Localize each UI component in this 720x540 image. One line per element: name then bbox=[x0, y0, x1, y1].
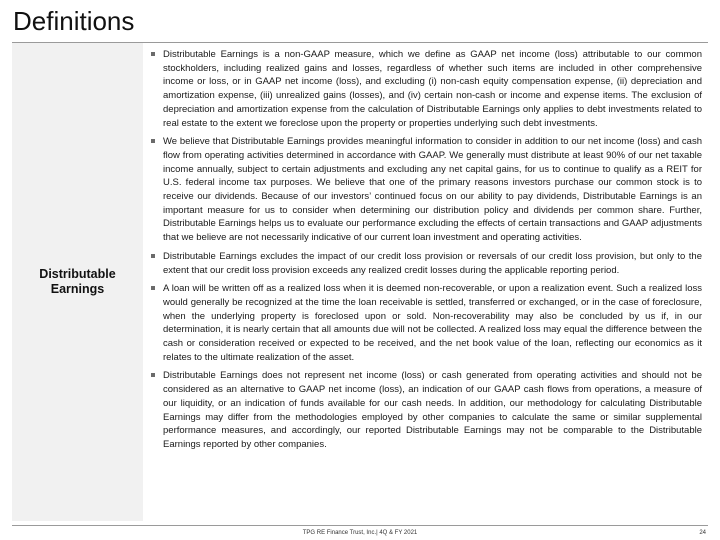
bullet-text: Distributable Earnings excludes the impact of our credit loss provision or reversals of our credit loss provision, but only to the extent that our credit loss provision exceeds any realized credit losses during the applicable reporting period. bbox=[163, 250, 702, 276]
definition-bullet bbox=[150, 48, 702, 130]
bullet-square-icon bbox=[151, 52, 155, 56]
bullet-text: Distributable Earnings does not represent net income (loss) or cash generated from operating activities and should not be considered as an alternative to GAAP net income (loss), an indication of our GAAP cash flows from operations, a measure of our liquidity, or an indication of funds available for our cash needs. In addition, our methodology for calculating Distributable Earnings may differ from the methodologies employed by other companies to calculate the same or similar supplemental performance measures, and accordingly, our reported Distributable Earnings may not be comparable to the Distributable Earnings reported by other companies. bbox=[163, 370, 702, 450]
bullet-square-icon bbox=[151, 373, 155, 377]
footer-text: TPG RE Finance Trust, Inc.| 4Q & FY 2021 bbox=[302, 530, 418, 536]
definition-bullet bbox=[150, 369, 702, 451]
term-label: Distributable Earnings bbox=[39, 267, 116, 296]
definition-bullet bbox=[150, 250, 702, 277]
bullet-text: A loan will be written off as a realized loss when it is deemed non-recoverable, or upon a realization event. Such a realized loss would generally be recognized at the time the loan receivable is settled, transferred or exchanged, or in the case of foreclosure, when the underlying property is foreclosed upon or sold. Non-recoverability may also be concluded by us if, in our determination, it is nearly certain that all amounts due will not be collected. A realized loss may equal the difference between the cash or consideration received or expected to be received, and the net book value of the loan, reflecting our economics as it relates to the ultimate realization of the asset. bbox=[163, 283, 702, 363]
definition-bullet bbox=[150, 135, 702, 245]
definition-content bbox=[150, 48, 702, 457]
definition-bullet bbox=[150, 282, 702, 364]
bullet-text: Distributable Earnings is a non-GAAP measure, which we define as GAAP net income (loss) attributable to our common stockholders, including realized gains and losses, regardless of whether such items are included in other comprehensive income or loss, or in GAAP net income (loss), and excluding (i) non-cash equity compensation expense, (ii) depreciation and amortization expense, (iii) unrealized gains (losses), and (iv) certain non-cash or income and expense items. The exclusion of depreciation and amortization expense from the calculation of Distributable Earnings only applies to debt investments related to real estate to the extent we foreclose upon the property or properties underlying such debt investments. bbox=[163, 49, 702, 129]
footer-divider bbox=[12, 525, 708, 526]
bullet-square-icon bbox=[151, 286, 155, 290]
bullet-square-icon bbox=[151, 254, 155, 258]
page-title: Definitions bbox=[13, 6, 135, 36]
bullet-text: We believe that Distributable Earnings provides meaningful information to consider in addition to our net income (loss) and cash flow from operating activities determined in accordance with GAAP. We generally must distribute at least 90% of our net taxable income annually, subject to certain adjustments and excluding any net capital gains, for us to continue to qualify as a REIT for U.S. federal income tax purposes. We believe that one of the primary reasons investors purchase our common stock is to receive our dividends. Because of our investors’ continued focus on our ability to pay dividends, Distributable Earnings is an important measure for us to consider when determining our distribution policy and dividends per common share. Further, Distributable Earnings helps us to evaluate our performance excluding the effects of certain transactions and GAAP adjustments that we believe are not necessarily indicative of our current loan investment and operating activities. bbox=[163, 136, 702, 244]
term-label-panel bbox=[12, 43, 143, 521]
page-number: 24 bbox=[699, 530, 706, 536]
bullet-square-icon bbox=[151, 139, 155, 143]
